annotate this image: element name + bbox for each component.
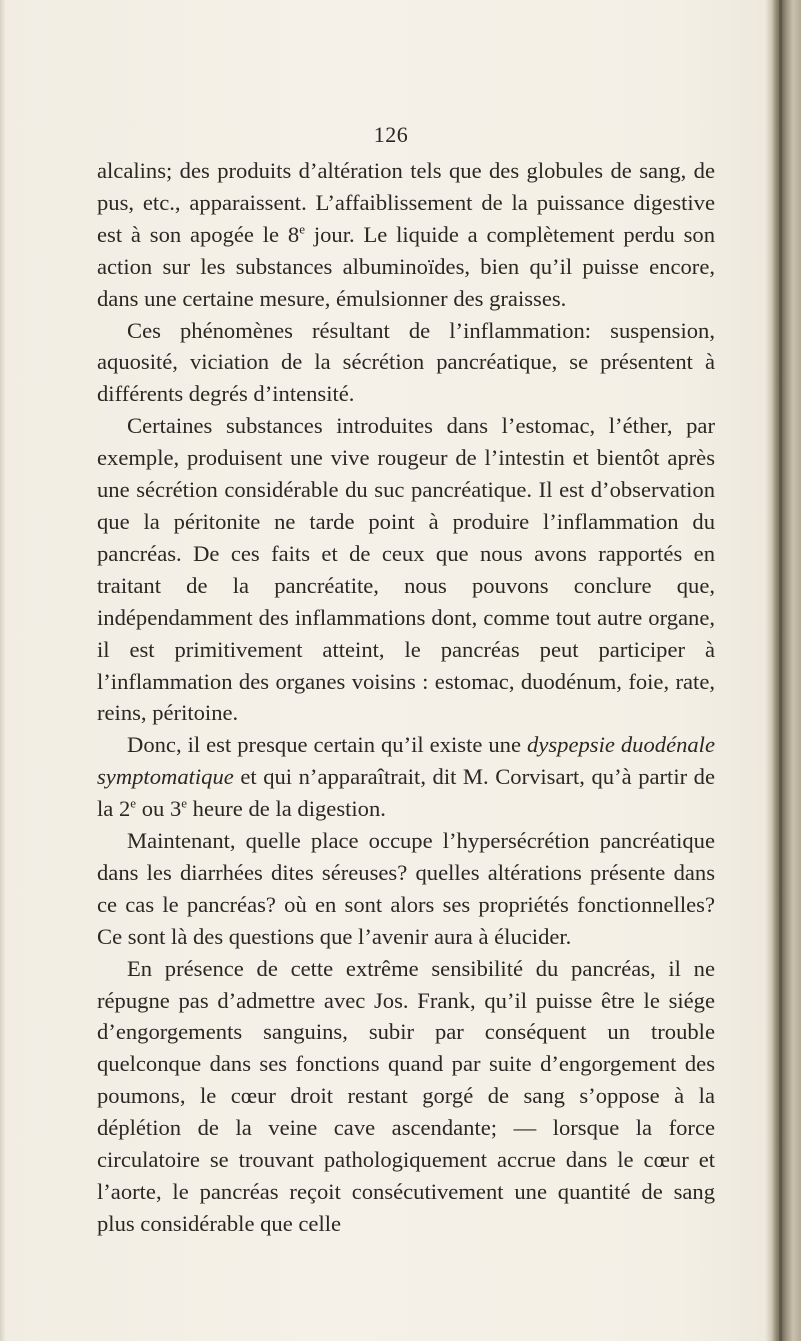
text-run: heure de la digestion. [187, 796, 386, 822]
superscript: e [181, 795, 188, 811]
text-run: Certaines substances introduites dans l’estomac, l’éther, par exemple, produisent une vive rougeur de l’intestin et bientôt après une sécrétion considérable du suc pancréatique. Il est d’observation que la péritonite ne tarde point à produire l’inflammation du pancréas. De ces faits et de ceux que nous avons rapportés en traitant de la pancréatite, nous pouvons conclure que, indépendamment des inflammations dont, comme tout autre organe, il est primitivement atteint, le pancréas peut participer à l’inflammation des organes voisins : estomac, duodénum, foie, rate, reins, péritoine. [97, 413, 715, 726]
superscript: e [130, 795, 137, 811]
paragraph [97, 953, 715, 1240]
text-run: En présence de cette extrême sensibilité du pancréas, il ne répugne pas d’admettre avec Jos. Frank, qu’il puisse être le siége d’engorgements sanguins, subir par conséquent un trouble quelconque dans ses fonctions quand par suite d’engorgement des poumons, le cœur droit restant gorgé de sang s’oppose à la déplétion de la veine cave ascendante; — lorsque la force circulatoire se trouvant pathologiquement accrue dans le cœur et l’aorte, le pancréas reçoit consécutivement une quantité de sang plus considérable que celle [97, 955, 715, 1236]
paragraph [97, 315, 715, 411]
paragraph [97, 825, 715, 953]
paragraph [97, 155, 715, 315]
paragraph [97, 729, 715, 825]
italic-text: dyspepsie duodénale symptomatique [97, 732, 715, 790]
text-run: jour. Le liquide a complètement perdu son action sur les substances albuminoïdes, bien qu’il puisse encore, dans une certaine mesure, émulsionner des graisses. [97, 221, 715, 311]
superscript: e [299, 221, 305, 237]
page-number: 126 [373, 122, 409, 147]
book-binding-edge [765, 0, 801, 1341]
body-text [97, 155, 715, 1240]
text-run: et qui n’apparaîtrait, dit M. Corvisart, qu’à partir de la 2 [97, 764, 715, 822]
text-run: Ces phénomènes résultant de l’inflammation: suspension, aquosité, viciation de la sécrétion pancréatique, se présentent à différents degrés d’intensité. [97, 317, 715, 407]
paragraph [97, 410, 715, 729]
text-run: Maintenant, quelle place occupe l’hypersécrétion pancréatique dans les diarrhées dites séreuses? quelles altérations présente dans ce cas le pancréas? où en sont alors ses propriétés fonctionnelles? Ce sont là des questions que l’avenir aura à élucider. [97, 828, 715, 949]
page-gutter-shadow [0, 0, 6, 1341]
text-run: alcalins; des produits d’altération tels que des globules de sang, de pus, etc., apparaissent. L’affaiblissement de la puissance digestive est à son apogée le 8 [97, 158, 715, 247]
text-run: Donc, il est presque certain qu’il existe une [127, 732, 528, 758]
text-run: ou 3 [136, 796, 182, 822]
